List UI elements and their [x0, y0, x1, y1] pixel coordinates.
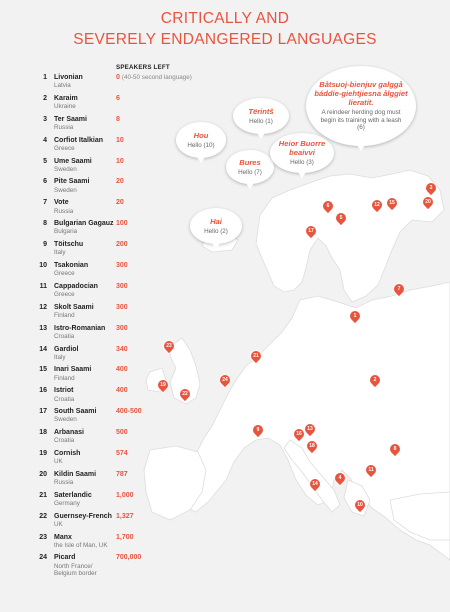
speakers-value: 340: [116, 345, 128, 353]
language-name: Karaim: [54, 94, 78, 102]
speakers-value: 10: [116, 157, 124, 165]
language-name: Vote: [54, 199, 69, 207]
language-country: Latvia: [54, 82, 71, 90]
speakers-value: 400: [116, 387, 128, 395]
language-country: the Isle of Man, UK: [54, 541, 108, 549]
speakers-value: 10: [116, 136, 124, 144]
speakers-value: 500: [116, 429, 128, 437]
speakers-value: 574: [116, 450, 128, 458]
language-country: Italy: [54, 353, 66, 361]
language-row: [30, 178, 240, 199]
language-name: Pite Saami: [54, 178, 90, 186]
speakers-count: [116, 513, 134, 520]
title-line-1: CRITICALLY AND: [160, 10, 290, 27]
language-row: [30, 513, 240, 534]
language-name: South Saami: [54, 408, 97, 416]
language-country: Finland: [54, 374, 75, 382]
speech-bubble-batsuoj: [306, 66, 416, 146]
language-rank: 7: [43, 199, 47, 207]
speakers-count: [116, 408, 142, 415]
language-country: Croatia: [54, 332, 75, 340]
language-rank: 24: [39, 554, 47, 562]
bubble-translation: Hello (2): [204, 227, 228, 235]
speakers-value: 787: [116, 470, 128, 478]
speakers-value: 8: [116, 115, 120, 123]
bubble-word: Tërintš: [248, 106, 274, 116]
language-name: Töitschu: [54, 241, 84, 249]
language-rank: 8: [43, 220, 47, 228]
language-name: Inari Saami: [54, 366, 92, 374]
language-rank: 23: [39, 533, 47, 541]
language-rank: 22: [39, 512, 47, 520]
speakers-value: 6: [116, 94, 120, 102]
language-row: [30, 554, 240, 578]
language-name: Saterlandic: [54, 491, 92, 499]
language-name: Corfiot Italkian: [54, 136, 104, 144]
language-rank: 13: [39, 324, 47, 332]
bubble-word: Heior Buorre beaivvi: [278, 139, 326, 158]
speakers-count: [116, 158, 124, 165]
language-name: Picard: [54, 554, 76, 562]
speakers-value: 100: [116, 220, 128, 228]
speakers-value: 20: [116, 199, 124, 207]
speakers-count: [116, 304, 128, 311]
language-country: Greece: [54, 291, 75, 299]
speakers-count: [116, 450, 128, 457]
language-rank: 2: [43, 94, 47, 102]
speakers-count: [116, 283, 128, 290]
language-row: [30, 262, 240, 283]
language-rank: 21: [39, 491, 47, 499]
language-rank: 18: [39, 429, 47, 437]
bubble-translation: A reindeer herding dog must begin its training with a leash (6): [320, 109, 402, 132]
language-rank: 11: [39, 282, 47, 290]
language-row: [30, 471, 240, 492]
speakers-count: [116, 137, 124, 144]
speakers-value: 300: [116, 324, 128, 332]
language-country: Ukraine: [54, 103, 76, 111]
language-country: Croatia: [54, 437, 75, 445]
language-rank: 14: [39, 345, 47, 353]
speakers-count: [116, 116, 120, 123]
speech-bubble-bures: [226, 150, 274, 184]
language-row: [30, 408, 240, 429]
language-country: UK: [54, 458, 63, 466]
language-name: Tsakonian: [54, 262, 89, 270]
speech-bubble-hai: [190, 208, 242, 244]
language-row: [30, 450, 240, 471]
speech-bubble-heior-buorre-beaivvi: [270, 133, 334, 173]
language-country: Sweden: [54, 165, 77, 173]
language-rank: 17: [39, 408, 47, 416]
language-rank: 3: [43, 115, 47, 123]
language-row: [30, 387, 240, 408]
language-name: Cornish: [54, 450, 81, 458]
language-rank: 19: [39, 450, 47, 458]
language-country: Greece: [54, 144, 75, 152]
speakers-count: [116, 74, 192, 81]
language-row: [30, 283, 240, 304]
speakers-value: 700,000: [116, 554, 142, 562]
speakers-value: 1,327: [116, 512, 134, 520]
language-country: Sweden: [54, 416, 77, 424]
speakers-count: [116, 366, 128, 373]
language-rank: 5: [43, 157, 47, 165]
language-row: [30, 492, 240, 513]
language-country: Sweden: [54, 186, 77, 194]
speakers-count: [116, 241, 128, 248]
language-name: Bulgarian Gagauz: [54, 220, 114, 228]
language-name: Ter Saami: [54, 115, 87, 123]
scandinavia-landmass: [256, 170, 444, 302]
speakers-count: [116, 199, 124, 206]
language-row: [30, 325, 240, 346]
language-country: Bulgaria: [54, 228, 78, 236]
language-name: Guernsey-French: [54, 512, 112, 520]
speakers-count: [116, 492, 134, 499]
speakers-count: [116, 346, 128, 353]
speakers-count: [116, 325, 128, 332]
language-name: Manx: [54, 533, 72, 541]
bubble-translation: Hello (10): [187, 141, 215, 149]
language-row: [30, 534, 240, 555]
language-rank: 4: [43, 136, 47, 144]
language-rank: 6: [43, 178, 47, 186]
language-name: Kildin Saami: [54, 470, 97, 478]
language-name: Skolt Saami: [54, 303, 94, 311]
language-rank: 9: [43, 241, 47, 249]
language-rank: 20: [39, 470, 47, 478]
speakers-left-header: SPEAKERS LEFT: [116, 64, 170, 71]
language-rank: 15: [39, 366, 47, 374]
speakers-count: [116, 534, 134, 541]
speech-bubble-terints: [233, 98, 289, 134]
language-country: Russia: [54, 123, 74, 131]
language-name: Arbanasi: [54, 429, 84, 437]
language-name: Istriot: [54, 387, 74, 395]
speakers-value: 200: [116, 241, 128, 249]
language-row: [30, 366, 240, 387]
language-row: [30, 74, 240, 95]
speakers-value: 300: [116, 303, 128, 311]
language-row: [30, 158, 240, 179]
speakers-count: [116, 471, 128, 478]
turkey: [390, 492, 450, 540]
speakers-count: [116, 178, 124, 185]
language-name: Gardiol: [54, 345, 79, 353]
bubble-word: Hai: [210, 216, 222, 226]
language-row: [30, 241, 240, 262]
title-line-2: SEVERELY ENDANGERED LANGUAGES: [73, 31, 377, 48]
language-country: Greece: [54, 270, 75, 278]
speech-bubble-hou: [176, 122, 226, 158]
language-name: Livonian: [54, 74, 83, 81]
bubble-word: Hou: [193, 130, 209, 140]
speakers-count: [116, 95, 120, 102]
language-country: Finland: [54, 311, 75, 319]
speakers-value: 1,000: [116, 491, 134, 499]
speakers-count: [116, 387, 128, 394]
page-title: [0, 8, 450, 50]
language-rank: 1: [43, 74, 47, 81]
speakers-count: [116, 429, 128, 436]
speakers-count: [116, 220, 128, 227]
language-country: North France/ Belgium border: [54, 562, 97, 578]
language-rank: 12: [39, 303, 47, 311]
language-rank: 10: [39, 262, 47, 270]
speakers-count: [116, 262, 128, 269]
speakers-value: 300: [116, 282, 128, 290]
bubble-translation: Hello (7): [238, 168, 262, 176]
bubble-word: Båtsuoj-bienjuv galggå báddie-giehtjiesna ålggiet lieratit.: [314, 80, 408, 108]
language-country: UK: [54, 520, 63, 528]
language-country: Germany: [54, 500, 80, 507]
speakers-value: 300: [116, 262, 128, 270]
speakers-value: 20: [116, 178, 124, 186]
language-row: [30, 346, 240, 367]
language-country: Italy: [54, 249, 66, 257]
language-row: [30, 429, 240, 450]
language-row: [30, 95, 240, 116]
speakers-value: 0: [116, 74, 120, 81]
language-country: Russia: [54, 479, 74, 487]
bubble-translation: Hello (3): [290, 159, 314, 167]
speakers-count: [116, 554, 141, 561]
language-row: [30, 304, 240, 325]
language-name: Istro-Romanian: [54, 324, 106, 332]
speakers-value: 400-500: [116, 408, 142, 416]
language-country: Croatia: [54, 395, 75, 403]
bubble-word: Bures: [239, 157, 261, 167]
language-country: Russia: [54, 207, 74, 215]
language-rank: 16: [39, 387, 47, 395]
speakers-value: 400: [116, 366, 128, 374]
speakers-value: 1,700: [116, 533, 134, 541]
language-name: Cappadocian: [54, 282, 98, 290]
bubble-translation: Hello (1): [249, 117, 273, 125]
speakers-note: (40-50 second language): [121, 74, 192, 81]
language-name: Ume Saami: [54, 157, 92, 165]
